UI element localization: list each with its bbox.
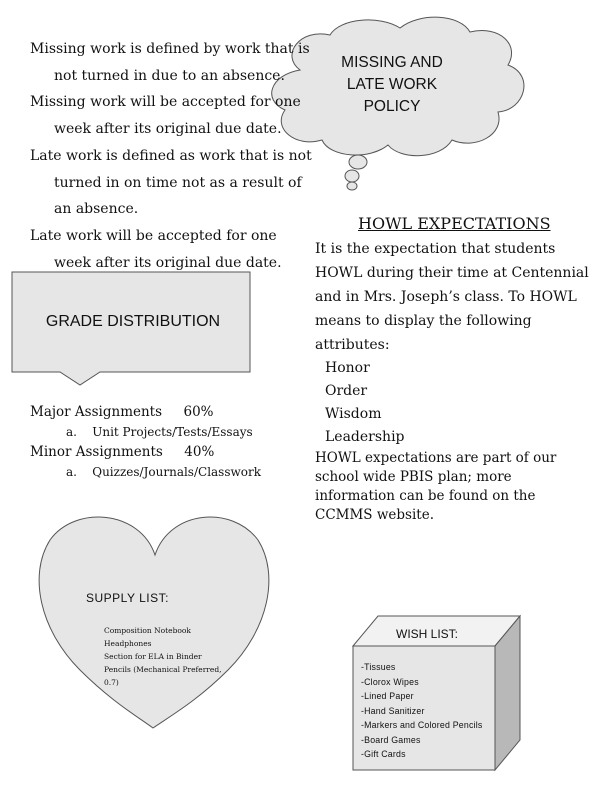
minor-label: Minor Assignments bbox=[30, 444, 163, 460]
wish-item: -Markers and Colored Pencils bbox=[361, 720, 483, 730]
list-marker: a. bbox=[66, 425, 77, 439]
howl-intro: It is the expectation that students HOWL during their time at Centennial and in Mrs. Joseph’s class. To HOWL means to display the following attributes: bbox=[315, 241, 589, 353]
supply-title: SUPPLY LIST: bbox=[86, 591, 169, 605]
attribute-item: Leadership bbox=[325, 429, 405, 445]
wish-item: -Hand Sanitizer bbox=[361, 705, 425, 716]
wish-title: WISH LIST: bbox=[396, 627, 459, 641]
supply-item: Pencils (Mechanical Preferred, 0.7) bbox=[104, 665, 222, 687]
howl-body bbox=[315, 237, 595, 525]
list-marker: a. bbox=[66, 465, 77, 479]
wish-item: -Clorox Wipes bbox=[361, 676, 419, 687]
minor-sub-row bbox=[30, 462, 261, 482]
major-sub-row bbox=[30, 422, 261, 442]
cloud-title-line: POLICY bbox=[363, 98, 421, 115]
major-label: Major Assignments bbox=[30, 404, 163, 420]
major-pct: 60% bbox=[183, 404, 214, 420]
late-paragraph: Late work will be accepted for one week after its original due date. bbox=[30, 227, 282, 271]
cloud-title-line: LATE WORK bbox=[346, 76, 438, 93]
minor-pct: 40% bbox=[184, 444, 215, 460]
howl-heading: HOWL EXPECTATIONS bbox=[358, 214, 551, 233]
cloud-title bbox=[322, 52, 462, 118]
wish-item: -Tissues bbox=[361, 662, 396, 672]
supply-items bbox=[104, 624, 224, 689]
supply-heart bbox=[39, 517, 269, 728]
grade-list bbox=[30, 402, 261, 482]
missing-paragraph: Missing work will be accepted for one week after its original due date. bbox=[30, 94, 301, 138]
supply-item: Composition Notebook bbox=[104, 626, 191, 635]
minor-sub: Quizzes/Journals/Classwork bbox=[92, 465, 262, 479]
minor-row bbox=[30, 442, 261, 462]
missing-paragraph: Missing work is defined by work that is not turned in due to an absence. bbox=[30, 41, 310, 84]
supply-item: Section for ELA in Binder bbox=[104, 652, 202, 661]
wish-item: -Gift Cards bbox=[361, 749, 406, 759]
cloud-title-line: MISSING AND bbox=[341, 54, 443, 71]
supply-item: Headphones bbox=[104, 639, 152, 648]
major-sub: Unit Projects/Tests/Essays bbox=[92, 425, 253, 439]
late-paragraph: Late work is defined as work that is not turned in on time not as a result of an absence. bbox=[30, 147, 312, 218]
wish-items bbox=[361, 660, 482, 762]
attribute-item: Order bbox=[325, 383, 368, 399]
attribute-item: Wisdom bbox=[325, 406, 382, 422]
major-row bbox=[30, 402, 261, 422]
wish-item: -Board Games bbox=[361, 734, 421, 745]
missing-late-text bbox=[30, 36, 315, 276]
grade-title: GRADE DISTRIBUTION bbox=[45, 313, 221, 330]
howl-outro: HOWL expectations are part of our school wide PBIS plan; more information can be found on the CCMMS website. bbox=[315, 450, 557, 523]
wish-item: -Lined Paper bbox=[361, 691, 414, 701]
attribute-item: Honor bbox=[325, 360, 370, 376]
